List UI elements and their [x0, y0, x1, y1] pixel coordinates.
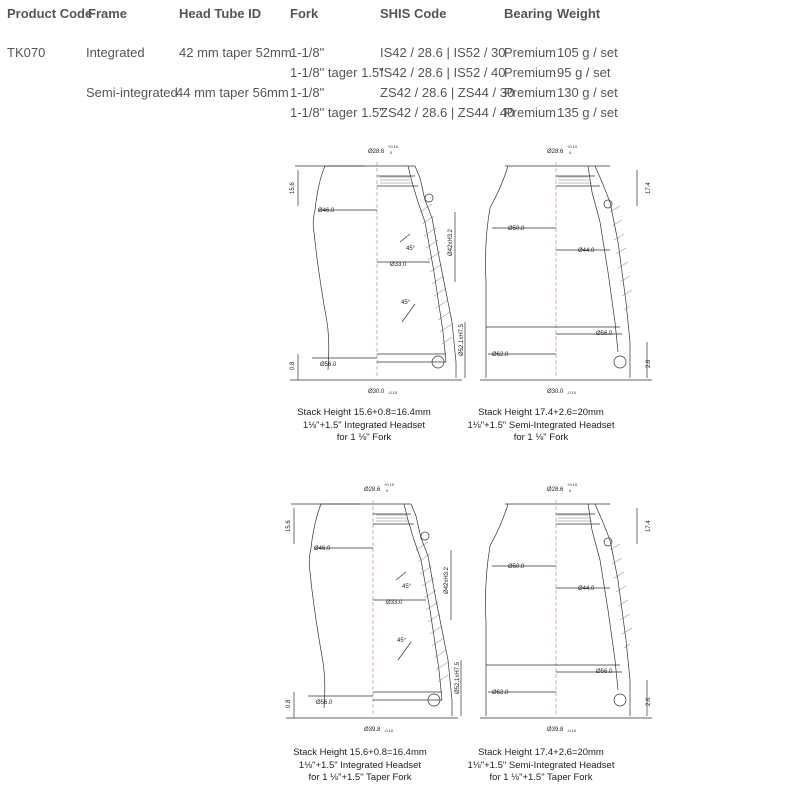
- table-cell-shis: IS42 / 28.6 | IS52 / 30: [380, 45, 506, 60]
- dim-top-tol2: 0: [386, 488, 389, 493]
- dim-top-bore: Ø28.6: [364, 487, 381, 493]
- dim-inner: Ø33.0: [386, 600, 403, 606]
- table-cell-weight: 105 g / set: [557, 45, 618, 60]
- header-product-code: Product Code: [7, 6, 93, 21]
- drawing-semi-integrated-straight: [470, 142, 660, 400]
- dim-stack-top: 15.6: [286, 520, 292, 532]
- table-cell-weight: 95 g / set: [557, 65, 611, 80]
- dim-top-bore: Ø28.6: [547, 487, 564, 493]
- dim-stack-bot: 2.6: [646, 697, 652, 706]
- dim-top-bore: Ø28.6: [547, 149, 564, 155]
- dim-ht-lower: Ø52.1xH7.5: [459, 323, 465, 356]
- table-cell-head-tube: 44 mm taper 56mm: [176, 85, 289, 100]
- dim-bot-dia: Ø56.0: [316, 700, 333, 706]
- table-cell-bearing: Premium: [504, 85, 557, 100]
- dim-angle1: 45°: [406, 246, 416, 252]
- dim-bot-dia: Ø56.0: [320, 362, 337, 368]
- table-cell-bearing: Premium: [504, 65, 557, 80]
- dim-inner: Ø44.0: [578, 248, 595, 254]
- table-cell-fork: 1-1/8": [290, 45, 325, 60]
- caption-drawing-4: Stack Height 17.4+2.6=20mm 1⅛"+1.5" Semi-Integrated Headset for 1 ⅛"+1.5" Taper Fork: [467, 747, 615, 783]
- dim-angle2: 45°: [401, 300, 411, 306]
- dim-top-tol: +0.10: [567, 144, 578, 149]
- dim-mid-dia: Ø50.0: [508, 226, 525, 232]
- dim-top-tol2: 0: [569, 150, 572, 155]
- header-weight: Weight: [557, 6, 601, 21]
- table-cell-fork: 1-1/8" tager 1.5": [290, 65, 384, 80]
- dim-mid-dia: Ø46.0: [318, 208, 335, 214]
- dim-top-tol2: 0: [390, 150, 393, 155]
- dim-stack-top: 15.6: [290, 182, 296, 194]
- dim-inner: Ø33.0: [390, 262, 407, 268]
- dim-mid-dia: Ø50.0: [508, 564, 525, 570]
- table-cell-shis: ZS42 / 28.6 | ZS44 / 30: [380, 85, 515, 100]
- dim-top-tol2: 0: [569, 488, 572, 493]
- dim-top-tol: +0.10: [384, 482, 395, 487]
- dim-angle1: 45°: [402, 584, 412, 590]
- dim-bot-dia: Ø62.0: [492, 690, 509, 696]
- dim-bot-dia: Ø62.0: [492, 352, 509, 358]
- dim-ht-lower: Ø56.0: [596, 669, 613, 675]
- table-cell-weight: 130 g / set: [557, 85, 618, 100]
- dim-ht-lower: Ø56.0: [596, 331, 613, 337]
- dim-bot-bore: Ø39.8: [547, 727, 564, 733]
- dim-stack-bot: 0.8: [290, 361, 296, 370]
- dim-bot-tol: -0.10: [388, 390, 398, 395]
- dim-bot-bore: Ø30.0: [547, 389, 564, 395]
- dim-stack-top: 17.4: [646, 182, 652, 194]
- header-fork: Fork: [290, 6, 319, 21]
- caption-drawing-2: Stack Height 17.4+2.6=20mm 1⅛"+1.5" Semi-Integrated Headset for 1 ⅛" Fork: [467, 407, 615, 443]
- dim-bot-tol: -0.10: [384, 728, 394, 733]
- dim-ht-upper: Ø42xH3.2: [444, 566, 450, 594]
- dim-stack-bot: 2.6: [646, 359, 652, 368]
- table-cell-frame: Semi-integrated: [86, 85, 178, 100]
- dim-bot-tol: -0.10: [567, 728, 577, 733]
- header-head-tube-id: Head Tube ID: [179, 6, 262, 21]
- drawing-integrated-straight: [280, 142, 470, 400]
- table-cell-bearing: Premium: [504, 105, 557, 120]
- dim-ht-upper: Ø42xH3.2: [448, 228, 454, 256]
- dim-bot-tol: -0.10: [567, 390, 577, 395]
- dim-top-tol: +0.10: [388, 144, 399, 149]
- dim-stack-bot: 0.8: [286, 699, 292, 708]
- dim-stack-top: 17.4: [646, 520, 652, 532]
- header-bearing: Bearing: [504, 6, 553, 21]
- dim-angle2: 45°: [397, 638, 407, 644]
- caption-drawing-3: Stack Height 15.6+0.8=16.4mm 1⅛"+1.5" Integrated Headset for 1 ⅛"+1.5" Taper Fork: [293, 747, 427, 783]
- dim-ht-lower: Ø52.1xH7.5: [455, 661, 461, 694]
- table-cell-shis: IS42 / 28.6 | IS52 / 40: [380, 65, 506, 80]
- header-frame: Frame: [88, 6, 128, 21]
- dim-bot-bore: Ø30.0: [368, 389, 385, 395]
- dim-inner: Ø44.0: [578, 586, 595, 592]
- spec-table: [0, 0, 794, 125]
- table-cell-fork: 1-1/8" tager 1.5": [290, 105, 384, 120]
- dim-top-tol: +0.10: [567, 482, 578, 487]
- table-cell-head-tube: 42 mm taper 52mm: [179, 45, 292, 60]
- table-cell-weight: 135 g / set: [557, 105, 618, 120]
- dim-bot-bore: Ø39.8: [364, 727, 381, 733]
- header-shis-code: SHIS Code: [380, 6, 447, 21]
- table-cell-code: TK070: [7, 45, 46, 60]
- dim-top-bore: Ø28.6: [368, 149, 385, 155]
- table-cell-fork: 1-1/8": [290, 85, 325, 100]
- table-cell-frame: Integrated: [86, 45, 145, 60]
- table-cell-shis: ZS42 / 28.6 | ZS44 / 40: [380, 105, 515, 120]
- drawing-integrated-taper: [276, 482, 466, 740]
- drawing-semi-integrated-taper: [470, 482, 660, 740]
- dim-mid-dia: Ø46.0: [314, 546, 331, 552]
- table-cell-bearing: Premium: [504, 45, 557, 60]
- caption-drawing-1: Stack Height 15.6+0.8=16.4mm 1⅛"+1.5" Integrated Headset for 1 ⅛" Fork: [297, 407, 431, 443]
